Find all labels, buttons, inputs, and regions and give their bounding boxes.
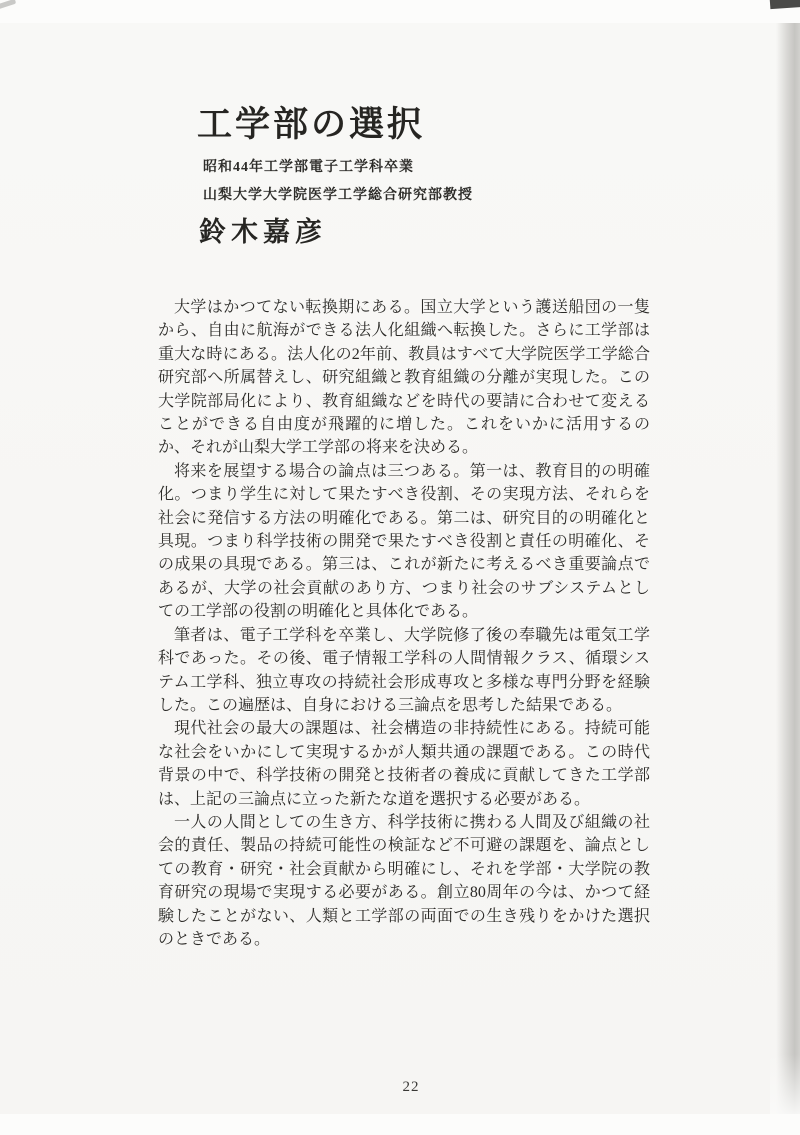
author-credential-position: 山梨大学大学院医学工学総合研究部教授 <box>203 188 473 203</box>
body-paragraph: 筆者は、電子工学科を卒業し、大学院修了後の奉職先は電気工学科であった。その後、電子情報工学科の人間情報クラス、循環システム工学科、独立専攻の持続社会形成専攻と多様な専門分野を経験した。この遍歴は、自身における三論点を思考した結果である。 <box>158 626 650 714</box>
author-credential-graduation: 昭和44年工学部電子工学科卒業 <box>203 160 414 175</box>
body-paragraph: 将来を展望する場合の論点は三つある。第一は、教育目的の明確化。つまり学生に対して果たすべき役割、その実現方法、それらを社会に発信する方法の明確化である。第二は、研究目的の明確化と具現。つまり科学技術の開発で果たすべき役割と責任の明確化、その成果の具現である。第三は、これが新たに考えるべき重要論点であるが、大学の社会貢献のあり方、つまり社会のサブシステムとしての工学部の役割の明確化と具体化である。 <box>158 462 650 621</box>
article-title: 工学部の選択 <box>197 105 426 144</box>
article-body <box>158 296 650 951</box>
page-number: 22 <box>402 1079 420 1095</box>
author-name: 鈴木嘉彦 <box>199 217 327 247</box>
body-paragraph: 大学はかつてない転換期にある。国立大学という護送船団の一隻から、自由に航海ができる法人化組織へ転換した。さらに工学部は重大な時にある。法人化の2年前、教員はすべて大学院医学工学総合研究部へ所属替えし、研究組織と教育組織の分離が実現した。この大学院部局化により、教育組織などを時代の要請に合わせて変えることができる自由度が飛躍的に増した。これをいかに活用するのか、それが山梨大学工学部の将来を決める。 <box>158 299 650 457</box>
body-paragraph: 現代社会の最大の課題は、社会構造の非持続性にある。持続可能な社会をいかにして実現するかが人類共通の課題である。この時代背景の中で、科学技術の開発と技術者の養成に貢献してきた工学部は、上記の三論点に立った新たな道を選択する必要がある。 <box>158 720 650 808</box>
body-paragraph: 一人の人間としての生き方、科学技術に携わる人間及び組織の社会的責任、製品の持続可能性の検証など不可避の課題を、論点としての教育・研究・社会貢献から明確にし、それを学部・大学院の教育研究の現場で実現する必要がある。創立80周年の今は、かつて経験したことがない、人類と工学部の両面での生き残りをかけた選択のときである。 <box>158 813 650 948</box>
